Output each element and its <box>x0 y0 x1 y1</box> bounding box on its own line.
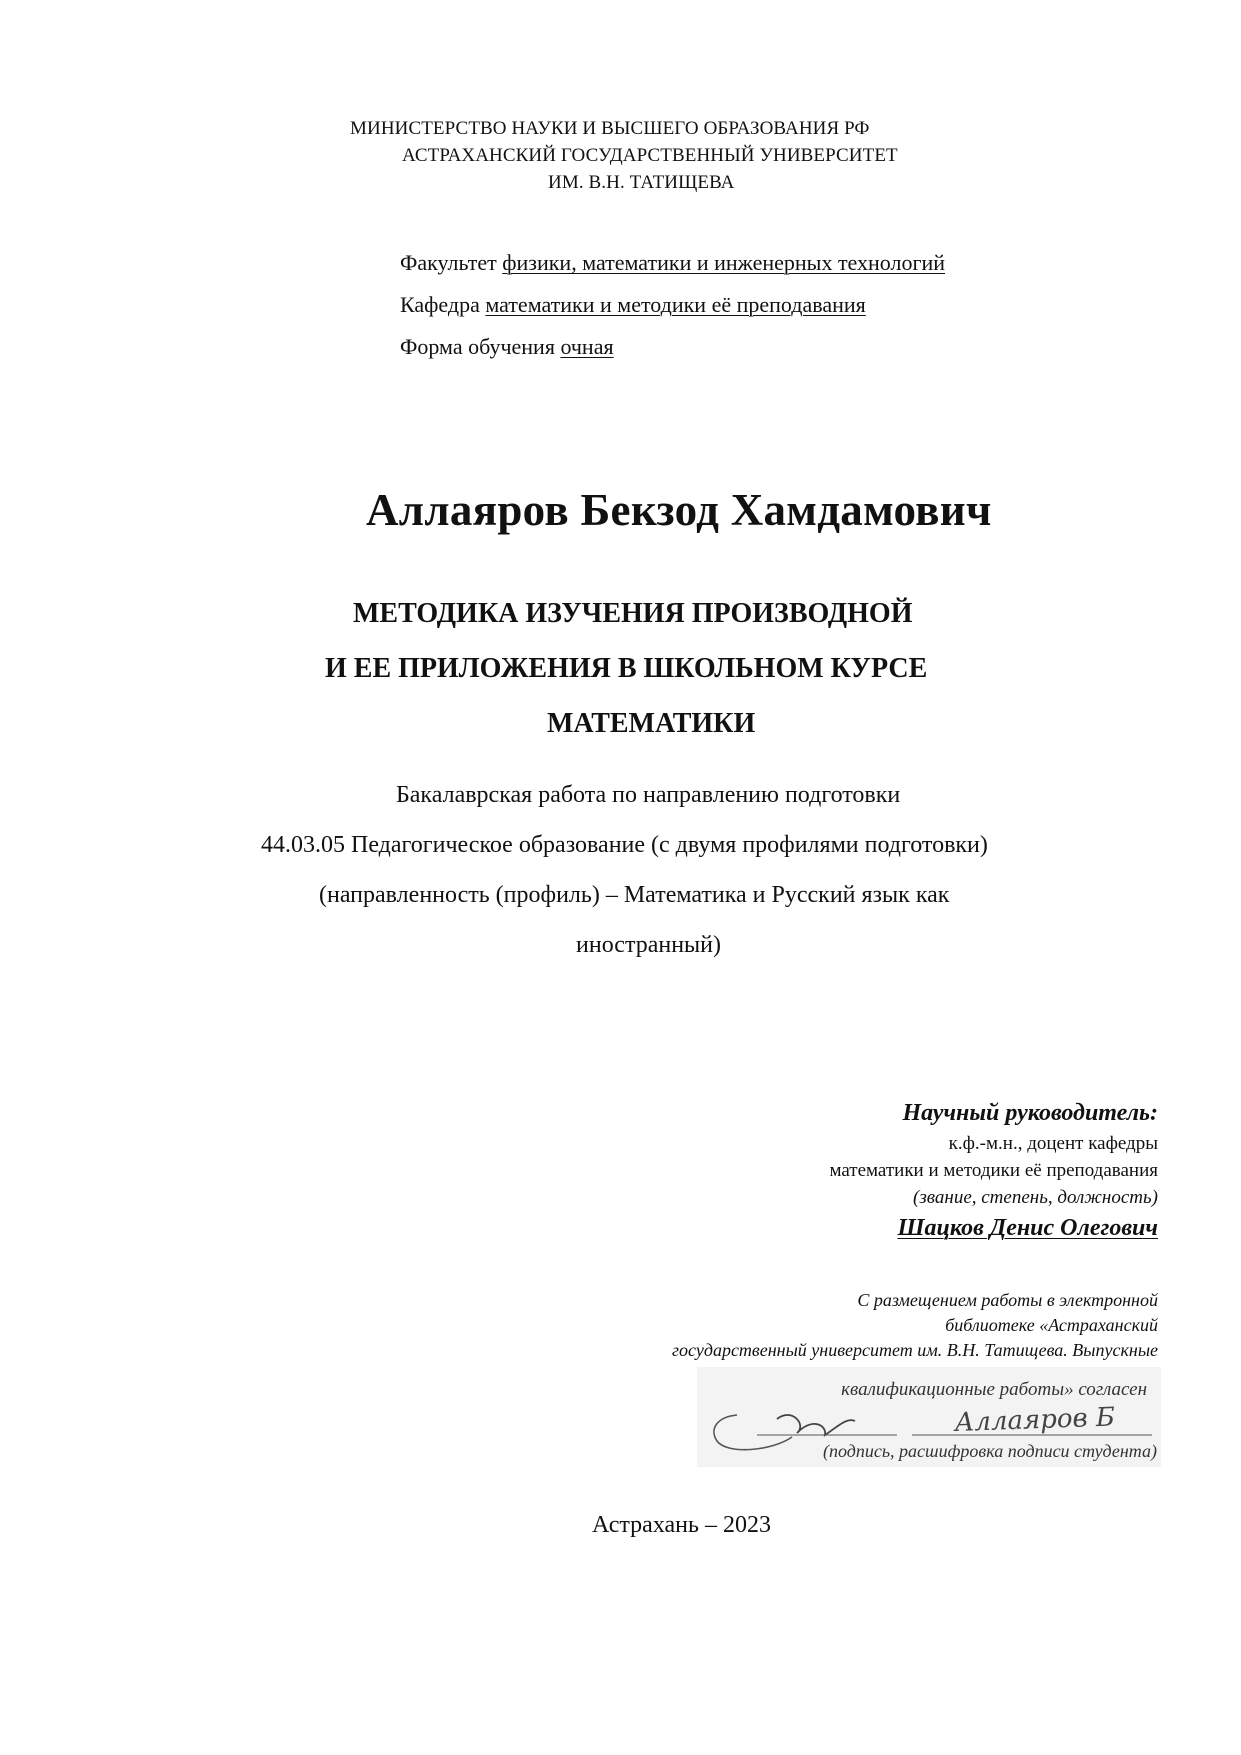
ministry-name: МИНИСТЕРСТВО НАУКИ И ВЫСШЕГО ОБРАЗОВАНИЯ РФ <box>350 118 870 139</box>
university-named-after: ИМ. В.Н. ТАТИЩЕВА <box>548 172 735 193</box>
consent-line2: библиотеке «Астраханский <box>945 1315 1158 1335</box>
description-line2: 44.03.05 Педагогическое образование (с двумя профилями подготовки) <box>261 832 988 858</box>
description-line1: Бакалаврская работа по направлению подготовки <box>396 782 901 808</box>
department-line <box>400 292 866 318</box>
department-value: математики и методики её преподавания <box>485 292 866 317</box>
consent-line1: С размещением работы в электронной <box>857 1290 1158 1310</box>
supervisor-name: Шацков Денис Олегович <box>897 1215 1158 1241</box>
description-line3: (направленность (профиль) – Математика и Русский язык как <box>319 882 950 908</box>
consent-line3: государственный университет им. В.Н. Татищева. Выпускные <box>672 1340 1158 1360</box>
faculty-value: физики, математики и инженерных технологий <box>502 250 946 275</box>
consent-line4: квалификационные работы» согласен <box>841 1379 1147 1400</box>
supervisor-rank-hint: (звание, степень, должность) <box>913 1187 1158 1208</box>
faculty-label: Факультет <box>400 250 497 275</box>
city-year: Астрахань – 2023 <box>592 1512 771 1538</box>
thesis-title-line1: МЕТОДИКА ИЗУЧЕНИЯ ПРОИЗВОДНОЙ <box>353 598 913 629</box>
faculty-line <box>400 250 945 276</box>
supervisor-heading: Научный руководитель: <box>902 1100 1158 1126</box>
university-name: АСТРАХАНСКИЙ ГОСУДАРСТВЕННЫЙ УНИВЕРСИТЕТ <box>402 145 898 166</box>
signature-handwritten-name: Аллаяров Б <box>954 1402 1116 1438</box>
thesis-title-line2: И ЕЕ ПРИЛОЖЕНИЯ В ШКОЛЬНОМ КУРСЕ <box>325 653 928 684</box>
signature-caption: (подпись, расшифровка подписи студента) <box>823 1441 1157 1461</box>
student-signature-scan <box>697 1367 1161 1467</box>
thesis-title-line3: МАТЕМАТИКИ <box>547 708 756 739</box>
description-line4: иностранный) <box>576 932 722 958</box>
supervisor-rank-line2: математики и методики её преподавания <box>829 1160 1158 1181</box>
author-name: Аллаяров Бекзод Хамдамович <box>366 485 992 535</box>
supervisor-rank-line1: к.ф.-м.н., доцент кафедры <box>948 1133 1158 1154</box>
department-label: Кафедра <box>400 292 480 317</box>
signature-scan-graphic <box>697 1367 1161 1467</box>
study-form-line <box>400 334 614 360</box>
study-form-label: Форма обучения <box>400 334 555 359</box>
study-form-value: очная <box>560 334 614 359</box>
